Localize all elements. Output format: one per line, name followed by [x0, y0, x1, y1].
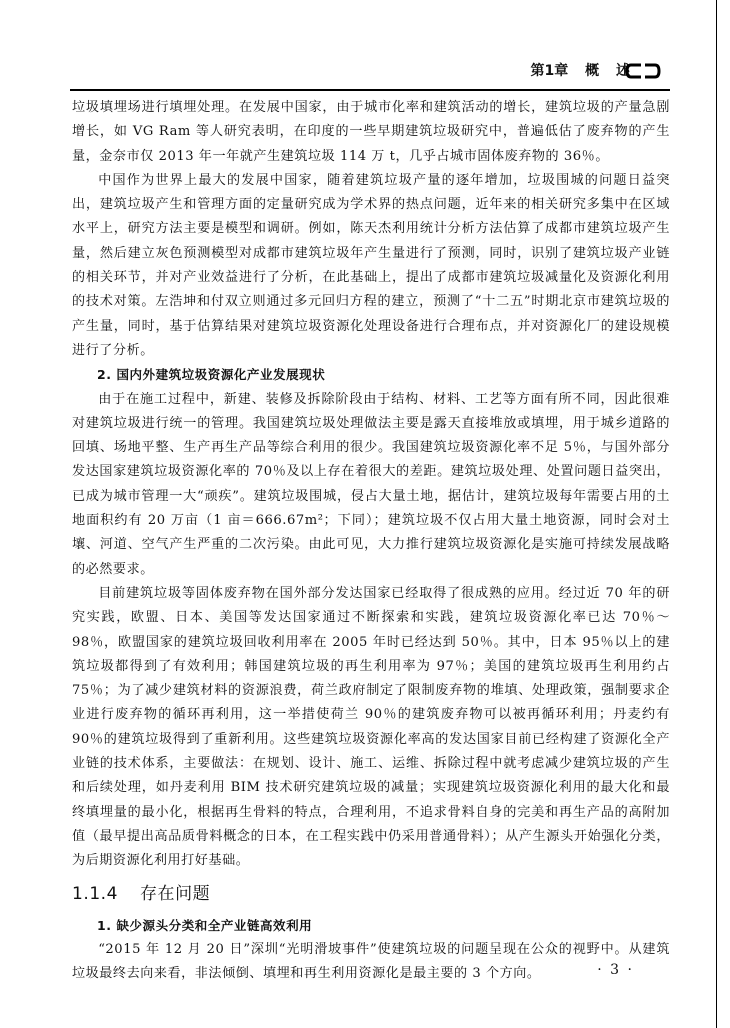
page-number: · 3 · — [597, 962, 634, 978]
chapter-title-char-1: 概 — [585, 63, 600, 79]
page-body — [72, 96, 670, 986]
paragraph-1: 垃圾填埋场进行填埋处理。在发展中国家，由于城市化率和建筑活动的增长，建筑垃圾的产量急剧增长，如 VG Ram 等人研究表明，在印度的一些早期建筑垃圾研究中，普遍低估了废弃物的产生量，金奈市仅 2013 年一年就产生建筑垃圾 114 万 t，几乎占城市固体废弃物的 36％。 — [72, 100, 670, 164]
section-number: 1.1.4 — [72, 883, 119, 904]
chapter-title-char-2: 述 — [616, 63, 630, 79]
page-border-right — [716, 0, 717, 1028]
section-title: 存在问题 — [140, 883, 211, 904]
running-head — [519, 60, 631, 82]
chapter-label: 第1章 — [530, 63, 569, 79]
subheading-1: 1. 缺少源头分类和全产业链高效利用 — [97, 917, 313, 933]
paragraph-2: 中国作为世界上最大的发展中国家，随着建筑垃圾产量的逐年增加，垃圾围城的问题日益突出，建筑垃圾产生和管理方面的定量研究成为学术界的热点问题，近年来的相关研究多集中在区域水平上，研究方法主要是模型和调研。例如，陈天杰利用统计分析方法估算了成都市建筑垃圾产生量，然后建立灰色预测模型对成都市建筑垃圾年产生量进行了预测，同时，识别了建筑垃圾产业链的相关环节，并对产业效益进行了分析，在此基础上，提出了成都市建筑垃圾减量化及资源化利用的技术对策。左浩坤和付双立则通过多元回归方程的建立，预测了“十二五”时期北京市建筑垃圾的产生量，同时，基于估算结果对建筑垃圾资源化处理设备进行合理布点，并对资源化厂的建设规模进行了分析。 — [72, 172, 670, 358]
paragraph-3: 由于在施工过程中，新建、装修及拆除阶段由于结构、材料、工艺等方面有所不同，因此很难对建筑垃圾进行统一的管理。我国建筑垃圾处理做法主要是露天直接堆放或填埋，用于城乡道路的回填、场地平整、生产再生产品等综合利用的很少。我国建筑垃圾资源化率不足 5％，与国外部分发达国家建筑垃圾资源化率的 70％及以上存在着很大的差距。建筑垃圾处理、处置问题日益突出，已成为城市管理一大“顽疾”。建筑垃圾围城，侵占大量土地，据估计，建筑垃圾每年需要占用的土地面积约有 20 万亩（1 亩＝666.67m²；下同）；建筑垃圾不仅占用大量土地资源，同时会对土壤、河道、空气产生严重的二次污染。由此可见，大力推行建筑垃圾资源化是实施可持续发展战略的必然要求。 — [72, 391, 670, 577]
section-heading — [72, 879, 670, 909]
subheading-2: 2. 国内外建筑垃圾资源化产业发展现状 — [97, 367, 326, 383]
header-rule — [70, 89, 670, 91]
paragraph-5: “2015 年 12 月 20 日”深圳“光明滑坡事件”使建筑垃圾的问题呈现在公众的视野中。从建筑垃圾最终去向来看，非法倾倒、填埋和再生利用资源化是最主要的 3 个方向。 — [72, 941, 670, 982]
chapter-ornament-icon — [625, 62, 661, 80]
paragraph-4: 目前建筑垃圾等固体废弃物在国外部分发达国家已经取得了很成熟的应用。经过近 70 年的研究实践，欧盟、日本、美国等发达国家通过不断探索和实践，建筑垃圾资源化率已达 70％～98％，欧盟国家的建筑垃圾回收利用率在 2005 年时已经达到 50％。其中，日本 95％以上的建筑垃圾都得到了有效利用；韩国建筑垃圾的再生利用率为 97％；美国的建筑垃圾再生利用约占 75％；为了减少建筑材料的资源浪费，荷兰政府制定了限制废弃物的堆填、处理政策，强制要求企业进行废弃物的循环再利用，这一举措使荷兰 90％的建筑废弃物可以被再循环利用；丹麦约有 90％的建筑垃圾得到了重新利用。这些建筑垃圾资源化率高的发达国家目前已经构建了资源化全产业链的技术体系，主要做法：在规划、设计、施工、运维、拆除过程中就考虑减少建筑垃圾的产生和后续处理，如丹麦利用 BIM 技术研究建筑垃圾的减量；实现建筑垃圾资源化利用的最大化和最终填埋量的最小化，根据再生骨料的特点，合理利用，不追求骨料自身的完美和再生产品的高附加值（最早提出高品质骨料概念的日本，在工程实践中仍采用普通骨料）；从产生源头开始强化分类，为后期资源化利用打好基础。 — [72, 585, 670, 869]
